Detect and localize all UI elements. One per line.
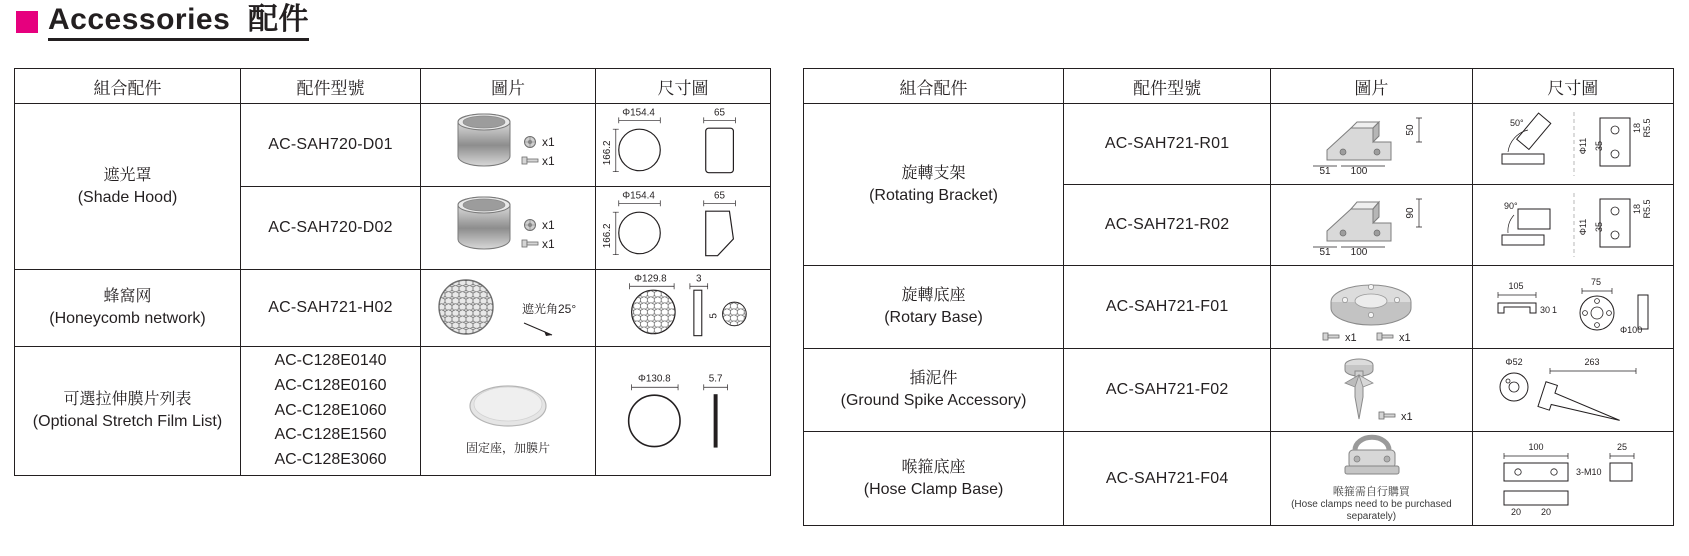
shade-hood-d02-illustration [424,191,592,265]
model-number: AC-SAH721-R01 [1064,104,1271,185]
photo-dim-height: 50 [1405,124,1417,136]
column-header-picture: 圖片 [421,69,596,104]
column-header-model: 配件型號 [241,69,421,104]
model-number: AC-C128E0160 [274,376,387,394]
model-number: AC-SAH721-F04 [1064,432,1271,526]
bolt-icon [1377,333,1393,340]
stretch-film-illustration [424,362,592,460]
group-name-stretch-film: 可選拉伸膜片列表 (Optional Stretch Film List) [15,347,241,476]
svg-text:Φ154.4: Φ154.4 [622,107,655,119]
svg-text:5.7: 5.7 [708,373,723,385]
photo-dim-100: 100 [1351,247,1368,258]
dimension-drawing-stretch-film [596,347,771,476]
svg-text:20: 20 [1540,506,1551,517]
svg-text:166.2: 166.2 [601,140,613,166]
group-name-honeycomb: 蜂窩网 (Honeycomb network) [15,270,241,347]
photo-dim-51: 51 [1319,166,1331,177]
svg-text:65: 65 [714,107,726,119]
dimension-drawing-bracket-r01 [1472,104,1673,185]
model-number: AC-SAH721-F02 [1064,349,1271,432]
photo-note-2: x1 [542,154,555,168]
photo-note-1: x1 [542,135,555,149]
photo-note-2: x1 [1399,332,1412,344]
left-accessories-table-wrapper [14,68,770,476]
ground-spike-illustration [1287,351,1455,429]
product-photo-shade-hood-d01 [421,104,596,187]
column-header-group: 組合配件 [15,69,241,104]
table-row [804,266,1674,349]
model-number-list [241,347,421,476]
photo-note-group [1274,486,1468,523]
svg-text:75: 75 [1590,277,1601,287]
photo-note-1: x1 [1345,332,1358,344]
dimension-drawing-shade-hood-d02 [596,187,771,270]
bracket-r01-dimensions [1488,106,1658,182]
svg-text:263: 263 [1584,357,1600,367]
product-photo-stretch-film [421,347,596,476]
hose-clamp-dimensions [1488,439,1658,519]
dimension-drawing-bracket-r02 [1472,185,1673,266]
rotary-base-illustration [1287,268,1455,346]
table-row [804,104,1674,185]
model-number: AC-SAH720-D01 [241,104,421,187]
bolt-icon [522,240,538,247]
svg-text:18: 18 [1631,122,1642,134]
page-title [16,4,309,41]
bracket-r01-illustration [1287,108,1455,180]
table-row [15,347,771,476]
svg-text:R5.5: R5.5 [1641,199,1652,219]
group-name-hose-clamp-base: 喉箍底座 (Hose Clamp Base) [804,432,1064,526]
left-accessories-table [14,68,771,476]
rotary-base-dimensions [1488,269,1658,345]
model-number: AC-C128E1560 [274,426,387,444]
model-number: AC-SAH721-R02 [1064,185,1271,266]
svg-text:5: 5 [708,313,720,319]
svg-text:90°: 90° [1503,201,1518,211]
screw-icon [525,137,536,148]
svg-text:3: 3 [696,273,702,285]
screw-icon [525,220,536,231]
group-name-rotating-bracket: 旋轉支架 (Rotating Bracket) [804,104,1064,266]
table-row [15,270,771,347]
svg-text:Φ100: Φ100 [1619,325,1642,335]
column-header-model: 配件型號 [1064,69,1271,104]
product-photo-bracket-r02 [1271,185,1472,266]
group-name-shade-hood: 遮光罩 (Shade Hood) [15,104,241,270]
ground-spike-dimensions [1488,351,1658,429]
photo-note-1: 遮光角25° [522,302,577,316]
shade-hood-d01-illustration [424,108,592,182]
product-photo-rotary-base [1271,266,1472,349]
table-row [15,104,771,187]
svg-text:166.2: 166.2 [601,223,613,249]
column-header-picture: 圖片 [1271,69,1472,104]
svg-text:65: 65 [714,190,726,202]
stretch-film-dimensions [599,361,767,461]
svg-text:50°: 50° [1509,118,1524,128]
right-accessories-table-wrapper [803,68,1674,526]
model-number: AC-C128E1060 [274,401,387,419]
photo-note-1: x1 [1401,411,1414,423]
product-photo-ground-spike [1271,349,1472,432]
dimension-drawing-honeycomb [596,270,771,347]
group-name-rotary-base: 旋轉底座 (Rotary Base) [804,266,1064,349]
product-photo-shade-hood-d02 [421,187,596,270]
bolt-icon [1323,333,1339,340]
svg-text:105: 105 [1508,281,1524,291]
photo-dim-height: 90 [1405,207,1417,219]
photo-dim-51: 51 [1319,247,1331,258]
column-header-dimension: 尺寸圖 [1472,69,1673,104]
svg-text:35: 35 [1593,221,1604,233]
column-header-group: 組合配件 [804,69,1064,104]
svg-text:Φ154.4: Φ154.4 [622,190,655,202]
svg-text:25: 25 [1616,441,1627,452]
product-photo-hose-clamp-base [1271,432,1472,526]
svg-text:Φ11: Φ11 [1577,218,1588,236]
dimension-drawing-hose-clamp-base [1472,432,1673,526]
model-number: AC-C128E3060 [274,451,387,469]
bolt-icon [522,157,538,164]
bolt-icon [1379,412,1395,419]
photo-note-1: 固定座，加膜片 [465,440,551,455]
shade-hood-d02-dimensions [599,189,767,267]
dimension-drawing-rotary-base [1472,266,1673,349]
svg-text:3-M10: 3-M10 [1575,466,1602,477]
product-photo-bracket-r01 [1271,104,1472,185]
group-name-ground-spike: 插泥件 (Ground Spike Accessory) [804,349,1064,432]
dimension-drawing-shade-hood-d01 [596,104,771,187]
title-text-cn: 配件 [247,3,309,36]
column-header-dimension: 尺寸圖 [596,69,771,104]
honeycomb-illustration [424,273,592,343]
svg-text:1: 1 [1551,305,1557,315]
shade-hood-d01-dimensions [599,106,767,184]
svg-text:30: 30 [1539,305,1550,315]
svg-text:Φ129.8: Φ129.8 [634,273,667,285]
svg-text:R5.5: R5.5 [1641,118,1652,138]
table-header-row [804,69,1674,104]
dimension-drawing-ground-spike [1472,349,1673,432]
model-number: AC-C128E0140 [274,352,387,369]
svg-text:Φ130.8: Φ130.8 [638,373,671,385]
photo-note-2: (Hose clamps need to be purchased separately) [1291,499,1452,523]
bracket-r02-dimensions [1488,187,1658,263]
title-marker-square [16,11,38,33]
svg-text:Φ52: Φ52 [1505,357,1523,367]
table-row [804,349,1674,432]
model-number: AC-SAH721-F01 [1064,266,1271,349]
honeycomb-dimensions [599,272,767,344]
right-accessories-table [803,68,1674,526]
svg-text:100: 100 [1528,441,1544,452]
bracket-r02-illustration [1287,189,1455,261]
title-text [48,4,309,41]
svg-text:35: 35 [1593,140,1604,152]
table-row [804,432,1674,526]
svg-text:20: 20 [1510,506,1521,517]
product-photo-honeycomb [421,270,596,347]
hose-clamp-illustration [1287,434,1455,486]
svg-text:Φ11: Φ11 [1577,137,1588,155]
table-header-row [15,69,771,104]
title-text-en: Accessories [48,3,231,36]
photo-note-2: x1 [542,237,555,251]
model-number: AC-SAH720-D02 [241,187,421,270]
model-number: AC-SAH721-H02 [241,270,421,347]
svg-text:18: 18 [1631,203,1642,215]
photo-note-1: 喉箍需自行購買 [1332,486,1410,498]
photo-note-1: x1 [542,218,555,232]
photo-dim-100: 100 [1351,166,1368,177]
